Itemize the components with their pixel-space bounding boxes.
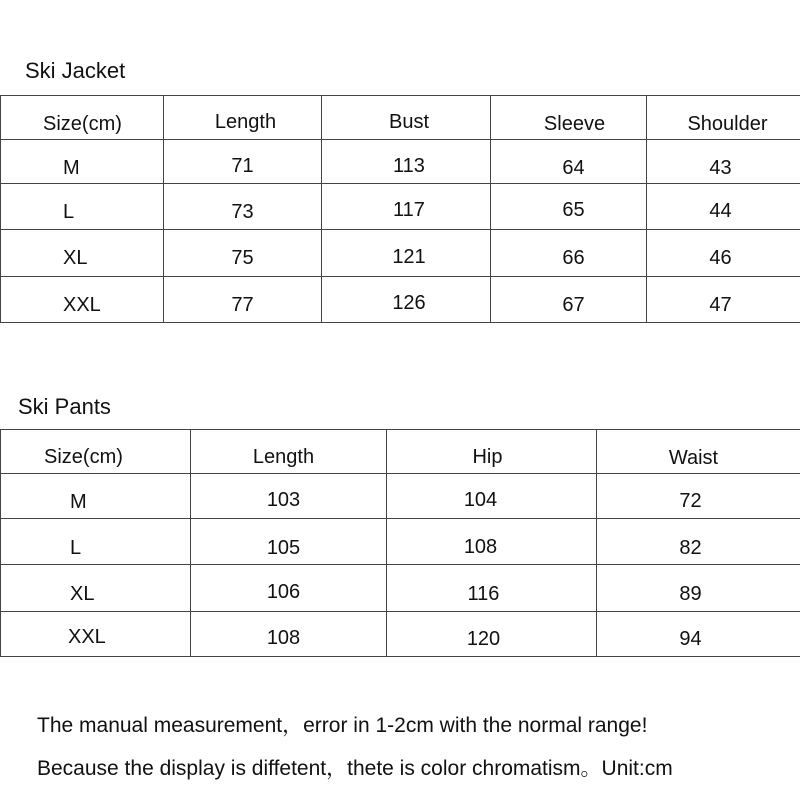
length-value: 77 (231, 293, 254, 316)
header-cell-size (1, 430, 191, 474)
header-cell-bust (322, 96, 491, 140)
bust-value: 113 (393, 154, 425, 177)
hip-value: 116 (467, 583, 500, 605)
jacket-size-table (0, 95, 800, 323)
shoulder-cell (647, 230, 800, 277)
waist-cell (597, 612, 800, 657)
header-cell-hip (387, 430, 597, 474)
sleeve-value: 67 (562, 293, 585, 316)
pants-title: Ski Pants (18, 394, 111, 419)
size-cell (1, 519, 191, 565)
hip-cell (387, 612, 597, 657)
header-label: Length (252, 445, 315, 468)
size-label: XL (63, 247, 88, 269)
bust-value: 121 (392, 246, 426, 268)
length-cell (164, 277, 322, 323)
size-label: L (70, 536, 82, 559)
header-label: Sleeve (543, 112, 606, 135)
color-note: Because the display is diffetent，thete is color chromatism。Unit:cm (37, 757, 673, 780)
shoulder-cell (647, 140, 800, 184)
sleeve-value: 66 (562, 247, 585, 269)
size-cell (1, 277, 164, 323)
shoulder-cell (647, 277, 800, 323)
size-label: XXL (68, 626, 106, 648)
waist-value: 72 (679, 490, 702, 512)
sleeve-cell (491, 277, 647, 323)
header-label: Hip (472, 445, 503, 468)
size-label: L (63, 200, 75, 223)
bust-cell (322, 277, 491, 323)
header-cell-waist (597, 430, 800, 474)
length-value: 71 (231, 154, 254, 177)
pants-size-table (0, 429, 800, 657)
waist-cell (597, 565, 800, 612)
length-value: 103 (266, 489, 301, 511)
header-label: Size(cm) (44, 445, 123, 468)
hip-cell (387, 565, 597, 612)
bust-cell (322, 140, 491, 184)
length-cell (164, 230, 322, 277)
length-cell (191, 519, 387, 565)
hip-cell (387, 519, 597, 565)
length-value: 106 (266, 581, 301, 603)
length-value: 105 (266, 536, 301, 559)
shoulder-value: 47 (709, 293, 732, 316)
table-header-row (1, 96, 800, 140)
table-row (1, 612, 800, 657)
bust-value: 126 (392, 291, 426, 314)
shoulder-value: 44 (709, 199, 732, 222)
bust-value: 117 (393, 198, 425, 221)
waist-value: 94 (679, 628, 702, 650)
table-row (1, 230, 800, 277)
header-label: Bust (388, 110, 430, 133)
waist-value: 89 (679, 583, 702, 605)
size-cell (1, 140, 164, 184)
table-row (1, 565, 800, 612)
length-cell (191, 612, 387, 657)
waist-value: 82 (679, 536, 702, 559)
shoulder-value: 43 (709, 156, 732, 179)
size-label: XXL (63, 293, 101, 316)
hip-cell (387, 474, 597, 519)
length-cell (164, 140, 322, 184)
sleeve-cell (491, 140, 647, 184)
hip-value: 108 (463, 535, 498, 558)
shoulder-value: 46 (709, 247, 732, 269)
header-label: Shoulder (687, 112, 768, 135)
header-cell-shoulder (647, 96, 800, 140)
size-label: M (70, 491, 87, 513)
length-value: 73 (231, 200, 254, 223)
table-row (1, 519, 800, 565)
header-label: Waist (668, 446, 719, 469)
bust-cell (322, 230, 491, 277)
sleeve-cell (491, 184, 647, 230)
bust-cell (322, 184, 491, 230)
table-row (1, 474, 800, 519)
length-value: 108 (266, 627, 301, 649)
header-label: Size(cm) (43, 112, 122, 135)
measurement-note: The manual measurement，error in 1-2cm with the normal range! (37, 714, 648, 737)
size-label: M (63, 156, 80, 179)
hip-value: 104 (463, 489, 498, 511)
shoulder-cell (647, 184, 800, 230)
length-value: 75 (231, 247, 254, 269)
waist-cell (597, 519, 800, 565)
table-row (1, 277, 800, 323)
jacket-title: Ski Jacket (25, 58, 126, 83)
length-cell (191, 474, 387, 519)
table-row (1, 140, 800, 184)
header-cell-size (1, 96, 164, 140)
table-header-row (1, 430, 800, 474)
size-label: XL (70, 583, 95, 605)
size-cell (1, 184, 164, 230)
sleeve-value: 65 (562, 198, 585, 221)
hip-value: 120 (466, 628, 501, 650)
header-cell-length (191, 430, 387, 474)
sleeve-value: 64 (562, 156, 585, 179)
size-cell (1, 612, 191, 657)
sleeve-cell (491, 230, 647, 277)
size-cell (1, 230, 164, 277)
header-cell-sleeve (491, 96, 647, 140)
size-cell (1, 474, 191, 519)
header-label: Length (214, 110, 277, 133)
length-cell (191, 565, 387, 612)
header-cell-length (164, 96, 322, 140)
waist-cell (597, 474, 800, 519)
table-row (1, 184, 800, 230)
length-cell (164, 184, 322, 230)
size-cell (1, 565, 191, 612)
